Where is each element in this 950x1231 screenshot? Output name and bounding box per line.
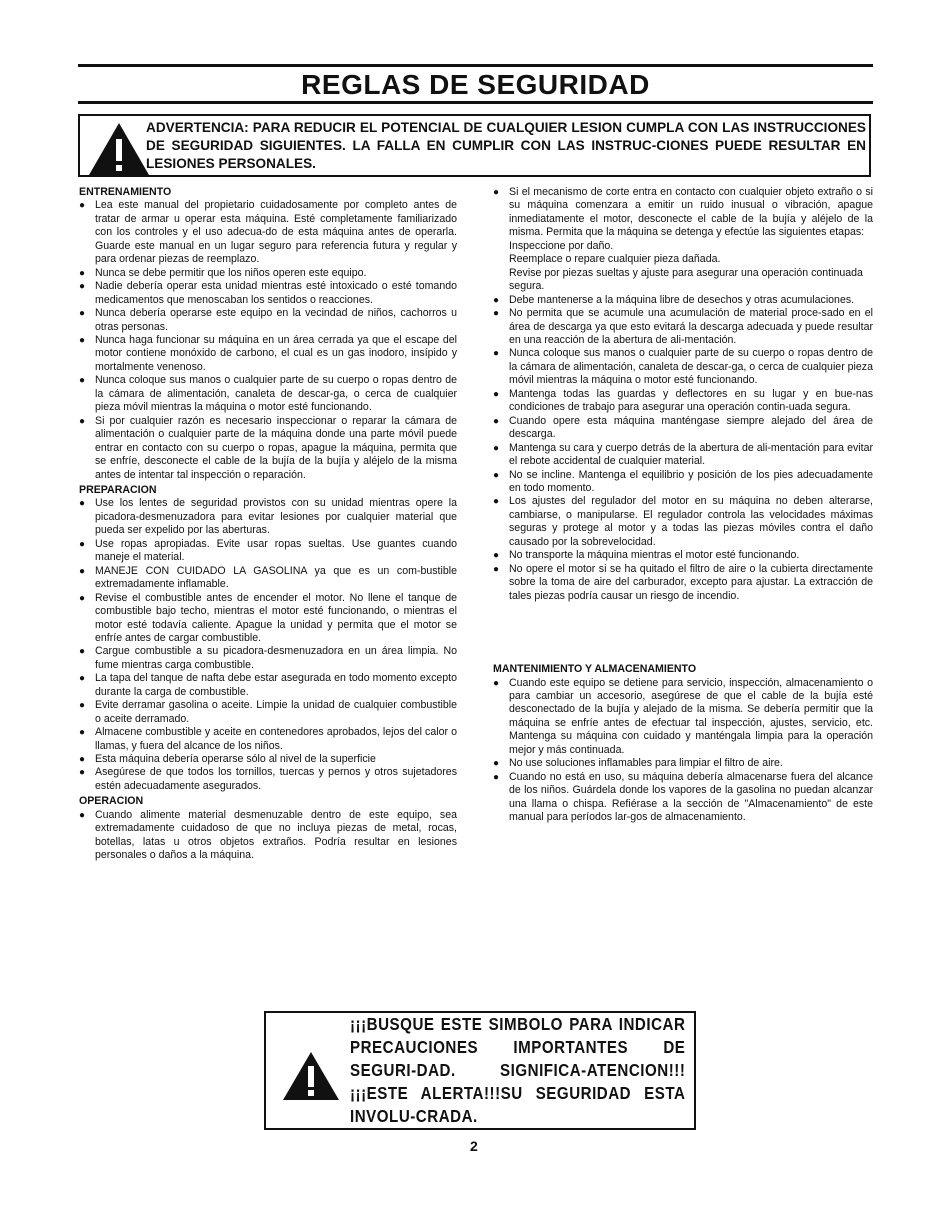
- bullet-icon: ●: [79, 646, 86, 658]
- list-item: [493, 347, 873, 387]
- bullet-icon: ●: [79, 498, 86, 510]
- list-item-text: Nunca debería operarse este equipo en la vecindad de niños, cachorros u otras personas.: [95, 307, 457, 333]
- list-item: [79, 334, 457, 374]
- section-heading-mantenimiento: MANTENIMIENTO Y ALMACENAMIENTO: [493, 663, 697, 676]
- list-item-text: Nunca coloque sus manos o cualquier parte de su cuerpo o ropas dentro de la cámara de alimentación, canaleta de descar-ga, o cerca de cualquier pieza móvil mientras la máquina o motor esté funcionando.: [509, 347, 873, 387]
- list-item: [493, 549, 873, 562]
- list-item-text: Cuando no está en uso, su máquina debería almacenarse fuera del alcance de los niños. Guárdela donde los vapores de la gasolina no puedan alcanzar una llama o chispa. Refiérase a la sección de "Almacenamiento" de este manual para períodos lar-gos de almacenamiento.: [509, 770, 873, 824]
- bullet-icon: ●: [493, 187, 500, 198]
- list-item: [79, 672, 457, 699]
- bullet-icon: ●: [79, 281, 86, 293]
- bullet-icon: ●: [79, 700, 86, 712]
- list-item-text: Esta máquina debería operarse sólo al nivel de la superficie: [95, 753, 376, 766]
- list-item-text: No use soluciones inflamables para limpiar el filtro de aire.: [509, 757, 783, 770]
- section-heading-entrenamiento: ENTRENAMIENTO: [79, 186, 172, 198]
- bullet-icon: ●: [493, 415, 500, 427]
- list-entrenamiento: [79, 199, 457, 482]
- list-item: [493, 294, 873, 307]
- warning-triangle-icon: [282, 1051, 340, 1101]
- list-item: [79, 280, 457, 307]
- symbol-notice-box: [264, 1011, 696, 1130]
- list-mantenimiento: [493, 677, 873, 825]
- bullet-icon: ●: [79, 754, 86, 766]
- list-item: [79, 726, 457, 753]
- bullet-icon: ●: [493, 771, 500, 783]
- list-item: [79, 307, 457, 334]
- list-item-text: Nunca se debe permitir que los niños operen este equipo.: [95, 266, 367, 279]
- warning-text: ADVERTENCIA: PARA REDUCIR EL POTENCIAL DE CUALQUIER LESION CUMPLA CON LAS INSTRUCCIONES DE SEGURIDAD SIGUIENTES. LA FALLA EN CUMPLIR CON LAS INSTRUC-CIONES PUEDE RESULTAR EN LESIONES PERSONALES.: [146, 120, 866, 171]
- bullet-icon: ●: [493, 294, 500, 306]
- bullet-icon: ●: [493, 388, 500, 400]
- list-item: [79, 592, 457, 646]
- right-column: [493, 186, 873, 824]
- list-item: [79, 809, 457, 863]
- list-item-text: Si el mecanismo de corte entra en contacto con cualquier objeto extraño o si su máquina comenzara a emitir un ruido inusual o vibración, apague inmediatamente el motor, desconecte el cable de la bujía y aléjelo de la misma. Permita que la máquina se detenga y efectúe las siguientes etapas:: [509, 186, 873, 239]
- bullet-icon: ●: [79, 565, 86, 577]
- list-item-text: Lea este manual del propietario cuidadosamente por completo antes de tratar de armar u operar esta máquina. Esté completamente familiarizado con los controles y el uso adecua-do de esta máquina antes de operarla. Guarde este manual en un lugar seguro para referencia futura y regular y para ordenar piezas de reemplazo.: [95, 199, 457, 266]
- list-item-text: Los ajustes del regulador del motor en su máquina no deben alterarse, cambiarse, o manipularse. El regulador controla las velocidades máximas seguras y protege al motor y a todas las piezas móviles contra el daño causado por la sobrevelocidad.: [509, 495, 873, 548]
- bullet-icon: ●: [79, 592, 86, 604]
- list-item-text: Cuando alimente material desmenuzable dentro de este equipo, sea extremadamente cuidadoso de que no incluya piezas de metal, rocas, botellas, latas u otros objetos extraños. Podría resultar en lesiones personales o daños a la máquina.: [95, 808, 457, 862]
- list-item: [493, 757, 873, 770]
- list-item-text: Debe mantenerse a la máquina libre de desechos y otras acumulaciones.: [509, 293, 855, 306]
- list-item-text: Cuando opere esta máquina manténgase siempre alejado del área de descarga.: [509, 414, 873, 441]
- list-item: [79, 199, 457, 266]
- bullet-icon: ●: [79, 415, 86, 427]
- left-column: [79, 186, 457, 863]
- list-item-text: No permita que se acumule una acumulación de material proce-sado en el área de descarga ya que esto evitará la descarga adecuada y puede resultar en una reacción de la abertura de ali-mentación.: [509, 307, 873, 346]
- list-item-text: Nadie debería operar esta unidad mientras esté intoxicado o esté tomando medicamentos que menoscaban los sentidos o reacciones.: [95, 280, 457, 306]
- list-right-first: [493, 186, 873, 294]
- list-item: [493, 307, 873, 347]
- list-item: [79, 497, 457, 537]
- list-item-text: No se incline. Mantenga el equilibrio y posición de los pies adecuadamente en todo momento.: [509, 468, 873, 494]
- list-item-text: Use ropas apropiadas. Evite usar ropas sueltas. Use guantes cuando maneje el material.: [95, 537, 457, 564]
- bullet-icon: ●: [493, 496, 500, 508]
- list-item: [79, 374, 457, 414]
- list-preparacion: [79, 497, 457, 793]
- list-item-text: Revise el combustible antes de encender el motor. No llene el tanque de combustible bajo techo, mientras el motor esté funcionando, o mientras el motor esté todavía caliente. Apague la unidad y permita que el motor se enfríe antes de cargar combustible.: [95, 591, 457, 644]
- page-title: REGLAS DE SEGURIDAD: [301, 69, 650, 100]
- list-item: [493, 186, 873, 294]
- bullet-icon: ●: [493, 442, 500, 454]
- bullet-icon: ●: [79, 308, 86, 320]
- list-item-text: Nunca coloque sus manos o cualquier parte de su cuerpo o ropas dentro de la cámara de alimentación, canaleta de descar-ga, o cerca de cualquier pieza móvil mientras la máquina o motor esté funcionando.: [95, 374, 457, 414]
- bullet-icon: ●: [79, 200, 86, 212]
- bullet-icon: ●: [493, 469, 500, 481]
- list-item-text: Asegúrese de que todos los tornillos, tuercas y pernos y otros sujetadores estén adecuadamente asegurados.: [95, 766, 457, 792]
- page-number: 2: [470, 1138, 478, 1154]
- step-text: Revise por piezas sueltas y ajuste para asegurar una operación continuada segura.: [509, 266, 863, 293]
- bullet-icon: ●: [79, 673, 86, 685]
- bullet-icon: ●: [493, 550, 500, 562]
- list-item-text: Cargue combustible a su picadora-desmenuzadora en un área limpia. No fume mientras carga combustible.: [95, 645, 457, 671]
- list-item: [493, 771, 873, 825]
- list-item: [493, 495, 873, 549]
- list-right: [493, 294, 873, 603]
- bullet-icon: ●: [493, 348, 500, 360]
- list-item: [79, 699, 457, 726]
- list-item: [79, 538, 457, 565]
- warning-triangle-icon: [88, 122, 150, 176]
- bullet-icon: ●: [493, 308, 500, 320]
- list-item: [79, 645, 457, 672]
- bullet-icon: ●: [79, 538, 86, 550]
- list-item: [79, 565, 457, 592]
- list-item: [493, 415, 873, 442]
- list-item-text: La tapa del tanque de nafta debe estar asegurada en todo momento excepto durante la carga de combustible.: [95, 672, 457, 698]
- list-item-text: Almacene combustible y aceite en contenedores aprobados, lejos del calor o llamas, y fuera del alcance de los niños.: [95, 726, 457, 752]
- symbol-notice-text: ¡¡¡BUSQUE ESTE SIMBOLO PARA INDICAR PRECAUCIONES IMPORTANTES DE SEGURI-DAD. SIGNIFICA-ATENCION!!! ¡¡¡ESTE ALERTA!!!SU SEGURIDAD ESTA INVOLU-CRADA.: [350, 1014, 686, 1126]
- list-item-text: Cuando este equipo se detiene para servicio, inspección, almacenamiento o para cambiar un accesorio, asegúrese de que el cable de la bujía esté desconectado de la bujía y alejado de la misma. Se debería permitir que la máquina se enfríe antes de efectuar tal inspección, ajustes, servicio, etc. Mantenga su máquina con cuidado y manténgala limpia para la operación mejor y más continuada.: [509, 676, 873, 756]
- bullet-icon: ●: [493, 563, 500, 575]
- list-item: [79, 415, 457, 482]
- list-item-text: MANEJE CON CUIDADO LA GASOLINA ya que es un com-bustible extremadamente inflamable.: [95, 564, 457, 591]
- list-item-text: No transporte la máquina mientras el motor esté funcionando.: [509, 549, 800, 562]
- list-item: [493, 469, 873, 496]
- list-item: [79, 267, 457, 280]
- list-item: [79, 753, 457, 766]
- list-item-text: Evite derramar gasolina o aceite. Limpie la unidad de cualquier combustible o aceite derramado.: [95, 699, 457, 725]
- bullet-icon: ●: [79, 727, 86, 739]
- list-item-text: No opere el motor si se ha quitado el filtro de aire o la cubierta directamente sobre la toma de aire del carburador, excepto para ajustar. La extracción de tales piezas podría causar un riesgo de incendio.: [509, 562, 873, 602]
- bullet-icon: ●: [79, 267, 86, 279]
- bullet-icon: ●: [493, 758, 500, 770]
- bullet-icon: ●: [493, 677, 500, 689]
- list-item-text: Nunca haga funcionar su máquina en un área cerrada ya que el escape del motor contiene monóxido de carbono, el cual es un gas inodoro, insípido y mortalmente venenoso.: [95, 333, 457, 373]
- list-item: [79, 766, 457, 793]
- list-item: [493, 677, 873, 758]
- list-item-text: Use los lentes de seguridad provistos con su unidad mientras opere la picadora-desmenuzadora para evitar lesiones por cualquier material que pueda ser expelido por las aberturas.: [95, 497, 457, 537]
- list-item: [493, 442, 873, 469]
- bullet-icon: ●: [79, 375, 86, 387]
- step-text: Inspeccione por daño.: [509, 239, 614, 252]
- column-gap: [493, 603, 873, 663]
- step-text: Reemplace o repare cualquier pieza dañada.: [509, 253, 721, 266]
- title-rule-top: [78, 64, 873, 67]
- warning-box: [78, 114, 871, 177]
- section-heading-preparacion: PREPARACION: [79, 483, 157, 496]
- title-rule-bottom: [78, 101, 873, 104]
- bullet-icon: ●: [79, 767, 86, 779]
- list-item: [493, 563, 873, 603]
- list-operacion: [79, 809, 457, 863]
- list-item-text: Mantenga su cara y cuerpo detrás de la abertura de ali-mentación para evitar el rebote accidental de cualquier material.: [509, 441, 873, 468]
- section-heading-operacion: OPERACION: [79, 795, 144, 808]
- list-item: [493, 388, 873, 415]
- bullet-icon: ●: [79, 809, 86, 821]
- list-item-text: Mantenga todas las guardas y deflectores en su lugar y en bue-nas condiciones de trabajo para asegurar una operación contin-uada segura.: [509, 387, 873, 414]
- list-item-text: Si por cualquier razón es necesario inspeccionar o reparar la cámara de alimentación o cualquier parte de la máquina donde una parte móvil puede entrar en contacto con su cuerpo o ropas, apague la máquina, permita que se enfríe, desconecte el cable de la bujía de la bujía y aléjelo de la misma antes de intentar tal inspección o reparación.: [95, 414, 457, 481]
- bullet-icon: ●: [79, 334, 86, 346]
